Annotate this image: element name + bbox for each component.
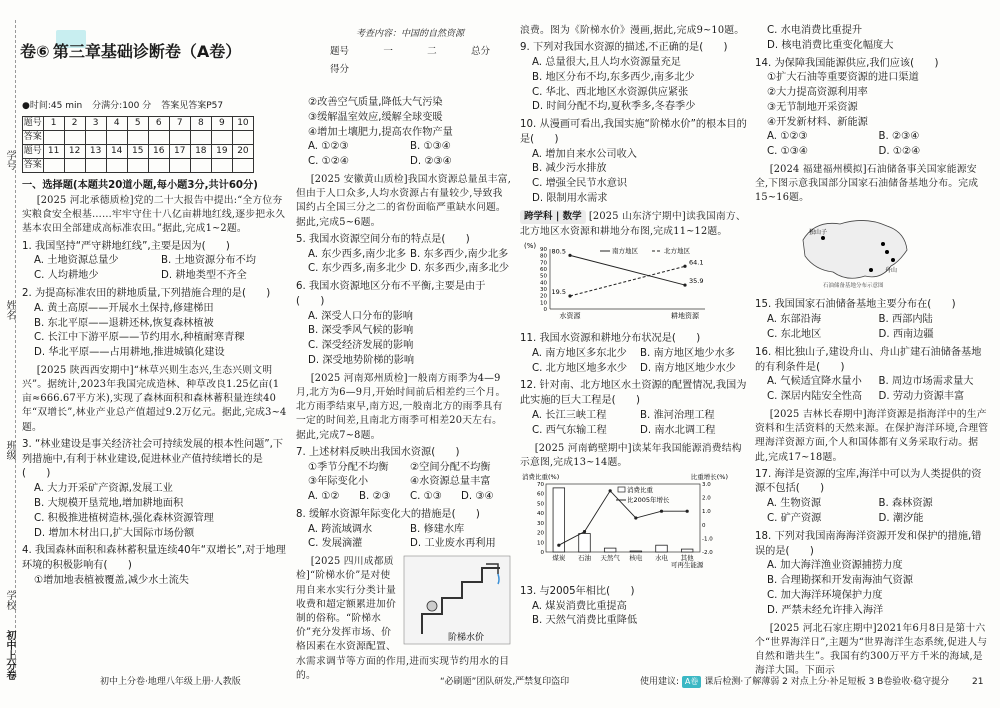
data-label: 35.9	[689, 277, 704, 286]
option[interactable]: A. 总量很大,且人均水资源量充足	[532, 56, 681, 68]
score-value-row: 得分	[330, 63, 350, 75]
bar	[604, 548, 616, 552]
side-label-series: 初中上分卷	[4, 630, 15, 680]
question-1-options: A. 土地资源总量少 B. 土地资源分布不均 C. 人均耕地少 D. 耕地类型不齐全	[34, 255, 256, 282]
option[interactable]: C. 华北、西北地区水资源供应紧张	[532, 86, 689, 98]
bar	[681, 549, 693, 552]
question-6: 6. 我国水资源地区分布不平衡,主要是由于( )	[296, 281, 486, 307]
y-tick-label: 50	[537, 501, 544, 508]
binding-line	[15, 20, 16, 678]
series-line	[570, 267, 685, 297]
growth-point	[557, 544, 560, 547]
question-17-options: A. 生物资源 B. 森林资源 C. 矿产资源 D. 潮汐能	[767, 498, 933, 525]
option[interactable]: B. 大规模开垦荒地,增加耕地面积	[34, 498, 184, 510]
side-label-name: 姓名	[4, 300, 15, 320]
growth-point	[583, 530, 586, 533]
column-3	[520, 24, 748, 629]
option[interactable]: D. 限制用水需求	[532, 193, 608, 205]
option[interactable]: B. 东北平原——退耕还林,恢复森林植被	[34, 317, 214, 329]
option[interactable]: D. 深受地势阶梯的影响	[308, 354, 415, 366]
material-8: [2024 福建福州模拟]石油储备事关国家能源安全,下图示意我国部分国家石油储备基地分布。完成15~16题。	[755, 164, 979, 204]
left-axis-label: 消费比重(%)	[522, 473, 560, 482]
question-15-options: A. 东部沿海 B. 西部内陆 C. 东北地区 D. 西南边疆	[767, 314, 934, 340]
question-17: 17. 海洋是资源的宝库,海洋中可以为人类提供的资源不包括( )	[755, 468, 982, 495]
option[interactable]: B. 深受季风气候的影响	[308, 325, 414, 337]
question-1: 1. 我国坚持“严守耕地红线”,主要是因为( )	[22, 240, 230, 252]
table-row: 答案	[23, 159, 254, 173]
title-bar	[20, 40, 290, 64]
footer-book: 初中上分卷·地理八年级上册·人教版	[100, 677, 241, 687]
option: ①增加地表植被覆盖,减少水土流失	[34, 574, 189, 586]
oil-reserve-map	[795, 210, 915, 290]
answer-table	[22, 116, 254, 173]
map-caption: 石油储备基地分布示意图	[823, 282, 884, 289]
energy-chart	[520, 470, 730, 576]
y-tick-label: 20	[537, 530, 544, 537]
option[interactable]: D. 增加木材出口,扩大国际市场份额	[34, 527, 195, 539]
data-point	[568, 254, 571, 257]
bar	[579, 534, 591, 552]
material-6: [2025 山东济宁期中]读我国南方、北方地区水资源和耕地分布图,完成11~12题。	[520, 210, 746, 237]
exam-topic: 考查内容：中国的自然资源	[355, 29, 464, 39]
right-axis-label: 比重增长(%)	[690, 473, 728, 482]
option: ③无节制地开采资源	[767, 101, 858, 113]
right-tick-label: 3.0	[702, 482, 711, 489]
section-heading: 一、选择题(本题共20道小题,每小题3分,共计60分)	[22, 180, 258, 192]
option: ②大力提高资源利用率	[767, 87, 868, 99]
material-10: [2025 河北石家庄期中]2021年6月8日是第十六个“世界海洋日”,主题为“世界海洋生态系统,促进人与自然和谐共生”。我国有约300万平方千米的海域,是海洋大国。下面示	[755, 622, 988, 677]
water-price-cartoon	[402, 554, 512, 646]
x-tick-label: 其他	[680, 554, 694, 563]
option[interactable]: C. 积极推进植树造林,强化森林资源管理	[34, 512, 214, 524]
y-tick-label: 10	[540, 300, 547, 307]
right-tick-label: -1.0	[702, 536, 713, 543]
question-13: 13. 与2005年相比( )	[520, 585, 635, 597]
water-land-chart	[520, 239, 730, 323]
growth-point	[634, 516, 637, 519]
option[interactable]: C. 水电消费比重提升	[767, 25, 863, 36]
data-label: 64.1	[689, 258, 704, 267]
axis-unit: (%)	[524, 242, 537, 251]
right-tick-label: 1.0	[702, 509, 711, 516]
material-5: [2025 四川成都质检]“阶梯水价”是对使用自来水实行分类计量收费和超定额累进加价制的俗称。“阶梯水价”充分发挥市场、价格因素在水资源配置、水需求调节等方面的作用,进而实现节约用水的目的。	[296, 556, 510, 681]
cartoon-label: 阶梯水价	[448, 633, 485, 644]
option[interactable]: D. 时间分配不均,夏秋季多,冬春季少	[532, 101, 696, 113]
score-box	[330, 28, 490, 77]
y-tick-label: 40	[540, 280, 547, 287]
x-tick-label: 水资源	[559, 312, 581, 321]
column-1-body	[22, 96, 288, 589]
question-7-options: A. ①② B. ②③ C. ①③ D. ③④	[308, 491, 494, 503]
base-marker	[885, 250, 889, 254]
x-tick-label: 煤炭	[552, 554, 566, 563]
x-tick-label: 可再生能源	[670, 561, 704, 570]
question-14: 14. 为保障我国能源供应,我们应该( )	[755, 57, 939, 69]
option[interactable]: C. 深受经济发展的影响	[308, 340, 414, 352]
question-3: 3. “林业建设是事关经济社会可持续发展的根本性问题”,下列措施中,有利于林业建设,促进林业产值持续增长的是( )	[22, 438, 284, 480]
data-point	[683, 265, 686, 268]
table-row: 题号 1 2 3 4 5 6 7 8 9 10	[23, 117, 254, 131]
question-2: 2. 为提高标准农田的耕地质量,下列措施合理的是( )	[22, 287, 271, 299]
material-2: [2025 陕西西安期中]“林草兴则生态兴,生态兴则文明兴”。据统计,2023年我国完成造林、种草改良1.25亿亩(1亩≈666.67平方米),实现了森林面积和森林蓄积量连续40年“双增长”,林业产业总产值超过9.2万亿元。据此,完成3~4题。	[22, 364, 287, 433]
side-label-class: 班级	[4, 440, 15, 460]
legend-label: 比2005年增长	[627, 496, 670, 505]
y-tick-label: 0	[540, 550, 544, 557]
base-marker	[869, 268, 873, 272]
option[interactable]: A. 增加自来水公司收入	[532, 148, 637, 160]
question-4: 4. 我国森林面积和森林蓄积量连续40年“双增长”,对于地理环境的积极影响有( )	[22, 545, 286, 572]
question-16-options: A. 气候适宜降水量小 B. 周边市场需求量大 C. 深居内陆安全性高 D. 劳动力资源丰富	[767, 376, 974, 403]
option[interactable]: C. 长江中下游平原——节约用水,种植耐寒青稞	[34, 332, 245, 344]
question-8-options: A. 跨流域调水 B. 修建水库 C. 发展滴灌 D. 工业废水再利用	[308, 523, 496, 550]
x-tick-label: 天然气	[600, 554, 620, 563]
y-tick-label: 60	[540, 267, 547, 274]
option[interactable]: B. 减少污水排放	[532, 163, 607, 175]
x-tick-label: 石油	[578, 554, 591, 563]
growth-point	[609, 489, 612, 492]
option[interactable]: B. 天然气消费比重降低	[532, 615, 638, 627]
data-label: 80.5	[551, 247, 566, 256]
side-label-school: 学校	[4, 590, 15, 610]
option[interactable]: A. 煤炭消费比重提高	[532, 600, 627, 612]
place-label: 独山子	[809, 228, 828, 236]
data-label: 19.5	[551, 288, 566, 297]
page-title: 第三章基础诊断卷（A卷）	[52, 42, 242, 61]
question-16: 16. 相比独山子,建设舟山、舟山扩建石油储备基地的有利条件是( )	[755, 346, 982, 373]
question-10: 10. 从漫画可看出,我国实施“阶梯水价”的根本目的是( )	[520, 119, 747, 145]
question-15: 15. 我国国家石油储备基地主要分布在( )	[755, 299, 956, 311]
y-tick-label: 70	[540, 260, 547, 267]
question-11: 11. 我国水资源和耕地分布状况是( )	[520, 333, 701, 345]
material-5-tail: 浪费。图为《阶梯水价》漫画,据此,完成9~10题。	[520, 25, 745, 36]
y-tick-label: 10	[537, 540, 544, 547]
y-tick-label: 40	[537, 511, 544, 518]
growth-point	[686, 510, 689, 513]
cross-subject-badge: 跨学科 | 数学	[520, 210, 586, 224]
page-number: 21	[972, 677, 984, 687]
table-row: 题号 11 12 13 14 15 16 17 18 19 20	[23, 145, 254, 159]
question-4-options: A. ①②③ B. ①③④ C. ①②④ D. ②③④	[308, 141, 452, 168]
right-tick-label: -2.0	[702, 550, 713, 557]
option: ①扩大石油等重要资源的进口渠道	[767, 72, 919, 84]
bar	[553, 488, 565, 552]
option[interactable]: C. 加大海洋环境保护力度	[767, 589, 883, 601]
option[interactable]: D. 核电消费比重变化幅度大	[767, 39, 894, 51]
material-4: [2025 河南郑州质检]一般南方雨季为4—9月,北方为6—9月,开始时间前后相差约三个月。北方雨季结束早,南方迟,一般南北方的雨季具有一定的时间差,且南北方雨季可相差20天左右。据此,完成7~8题。	[296, 372, 506, 441]
data-point	[568, 295, 571, 298]
y-tick-label: 80	[540, 254, 547, 261]
y-tick-label: 20	[540, 294, 547, 301]
option[interactable]: A. 加大海洋渔业资源捕捞力度	[767, 560, 903, 572]
score-header-row: 题号 一 二 总分	[330, 46, 490, 58]
y-tick-label: 70	[537, 482, 544, 489]
x-tick-label: 核电	[629, 554, 643, 563]
option[interactable]: A. 黄土高原——开展水土保持,修建梯田	[34, 302, 214, 314]
exam-number: 卷⑥	[20, 42, 50, 61]
base-marker	[891, 258, 895, 262]
option: ④开发新材料、新能源	[767, 116, 868, 128]
question-12-options: A. 长江三峡工程 B. 淮河治理工程 C. 西气东输工程 D. 南水北调工程	[532, 410, 716, 436]
legend-label: 北方地区	[664, 247, 690, 256]
option[interactable]: D. 华北平原——占用耕地,推进城镇化建设	[34, 347, 225, 359]
footer-notice: “必刷题”团队研发,严禁复印盗印	[440, 677, 570, 687]
option: ②改善空气质量,降低大气污染	[308, 97, 443, 108]
legend-swatch	[618, 487, 625, 492]
footer-usage: 使用建议: A卷 课后检测·了解薄弱 2 对点上分·补足短板 3 B卷验收·稳守提分	[640, 677, 950, 687]
question-9: 9. 下列对我国水资源的描述,不正确的是( )	[520, 42, 728, 54]
bar	[630, 551, 642, 552]
right-tick-label: 2.0	[702, 495, 711, 502]
base-marker	[881, 242, 885, 246]
exam-meta: ●时间:45 min 分满分:100 分 答案见答案P57	[22, 101, 224, 111]
y-tick-label: 90	[540, 247, 547, 254]
y-tick-label: 30	[537, 520, 544, 527]
option[interactable]: D. 严禁未经允许排入海洋	[767, 604, 884, 616]
option[interactable]: A. 大力开采矿产资源,发展工业	[34, 483, 173, 495]
legend-label: 南方地区	[612, 247, 638, 256]
plot-frame	[546, 484, 700, 552]
base-marker	[821, 236, 825, 240]
y-tick-label: 30	[540, 287, 547, 294]
option[interactable]: B. 合理勘探和开发南海油气资源	[767, 575, 913, 587]
material-3: [2025 安徽黄山质检]我国水资源总量虽丰富,但由于人口众多,人均水资源占有量较少,导致我国约占全国三分之二的省份面临严重缺水问题。据此,完成5~6题。	[296, 173, 512, 228]
x-tick-label: 耕地资源	[671, 312, 699, 321]
question-18: 18. 下列对我国南海海洋资源开发和保护的措施,错误的是( )	[755, 530, 982, 557]
y-tick-label: 60	[537, 491, 544, 498]
column-4	[755, 24, 990, 678]
y-tick-label: 50	[540, 274, 547, 281]
question-7-items: ①季节分配不均衡 ②空间分配不均衡 ③年际变化小 ④水资源总量丰富	[308, 461, 491, 488]
column-2	[296, 96, 512, 683]
question-7: 7. 上述材料反映出我国水资源( )	[296, 446, 460, 458]
y-tick-label: 0	[543, 307, 547, 314]
question-5: 5. 我国水资源空间分布的特点是( )	[296, 233, 470, 245]
bar	[656, 545, 668, 552]
material-6-row	[520, 210, 748, 240]
question-11-options: A. 南方地区多东北少 B. 南方地区地少水多 C. 北方地区地多水少 D. 南方地区地少水少	[532, 347, 736, 374]
material-1: [2025 河北承德质检]党的二十大报告中提出:“全方位夯实粮食安全根基……牢牢守住十八亿亩耕地红线,逐步把永久基本农田全部建成高标准农田。”据此,完成1~2题。	[22, 195, 286, 235]
option: ③缓解温室效应,缓解全球变暖	[308, 111, 443, 123]
option[interactable]: C. 增强全民节水意识	[532, 178, 628, 190]
question-8: 8. 缓解水资源年际变化大的措施是( )	[296, 508, 480, 520]
series-line	[570, 256, 685, 286]
option[interactable]: B. 地区分布不均,东多西少,南多北少	[532, 71, 695, 83]
question-5-options: A. 东少西多,南少北多 B. 东多西少,南少北多 C. 东少西多,南多北少 D. 东多西少,南多北少	[308, 248, 510, 275]
side-label-student-id: 学号	[4, 150, 15, 170]
data-point	[683, 284, 686, 287]
table-row: 答案	[23, 131, 254, 145]
question-14-options: A. ①②③ B. ②③④ C. ①③④ D. ①②④	[767, 131, 921, 158]
place-label: 舟山	[885, 266, 898, 274]
question-12: 12. 针对南、北方地区水土资源的配置情况,我国为此实施的巨大工程是( )	[520, 380, 747, 407]
option: ④增加土壤肥力,提高农作物产量	[308, 126, 453, 138]
option[interactable]: A. 深受人口分布的影响	[308, 310, 413, 322]
growth-point	[660, 510, 663, 513]
x-tick-label: 水电	[655, 554, 668, 563]
right-tick-label: 0	[702, 522, 706, 529]
legend-label: 消费比重	[627, 486, 653, 495]
material-7: [2025 河南鹤壁期中]读某年我国能源消费结构示意图,完成13~14题。	[520, 442, 742, 468]
material-9: [2025 吉林长春期中]海洋资源是指海洋中的生产资料和生活资料的天然来源。在保护海洋环境,合理管理海洋资源方面,个人和国体都有义务采取行动。据此,完成17~18题。	[755, 408, 989, 463]
